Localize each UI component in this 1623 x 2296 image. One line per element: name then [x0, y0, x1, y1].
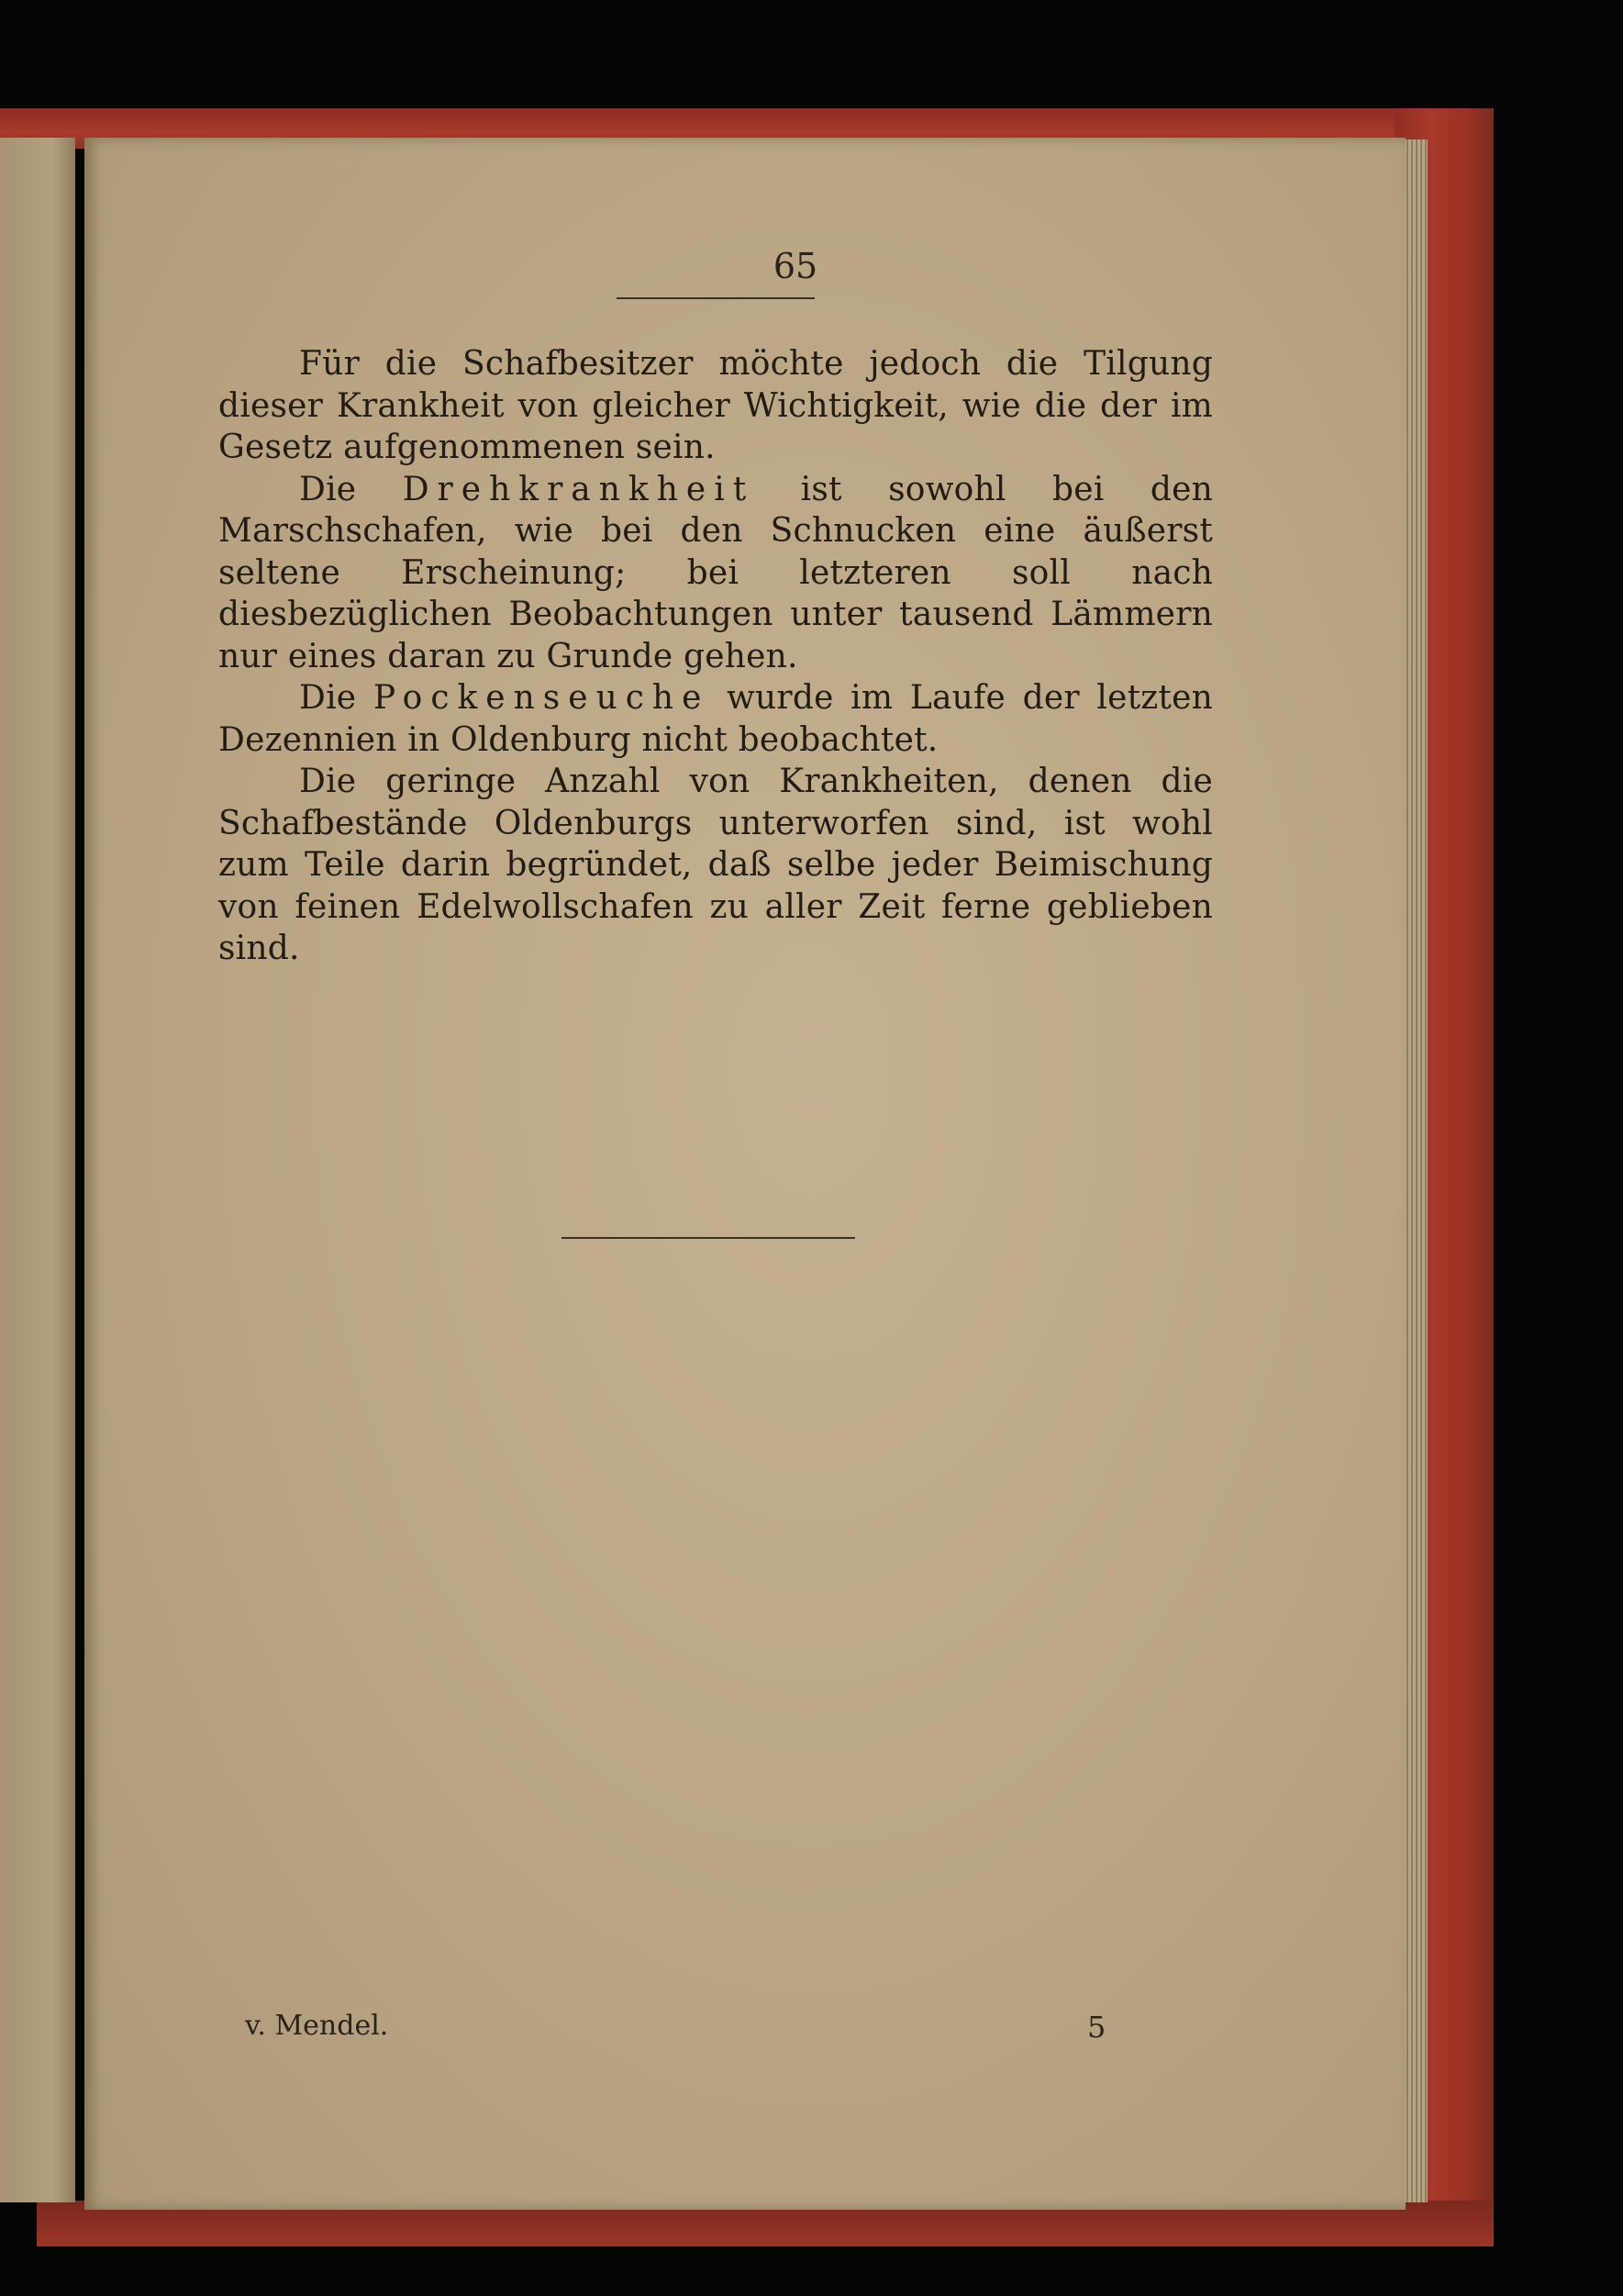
header-rule	[617, 297, 815, 299]
paragraph-1	[218, 343, 1213, 469]
paragraph-2-lead: Die	[299, 470, 403, 508]
footer-signature-mark: 5	[1087, 2010, 1106, 2045]
paragraph-1-text: Für die Schafbesitzer möchte jedoch die Tilgung dieser Krankheit von gleicher Wichtigkeit, wie die der im Gesetz aufgenommenen sein.	[218, 345, 1213, 466]
page-number: 65	[773, 246, 818, 286]
paragraph-3-lead: Die	[299, 679, 373, 717]
section-end-rule	[561, 1237, 855, 1239]
left-page-edge	[0, 138, 75, 2202]
paragraph-3	[218, 677, 1213, 761]
body-text	[218, 343, 1213, 970]
paragraph-2	[218, 469, 1213, 678]
paragraph-2-text: ist sowohl bei den Marschschafen, wie bei den Schnucken eine äußerst seltene Erscheinung; bei letzteren soll nach diesbezüglichen Beobachtungen unter tausend Lämmern nur eines daran zu Grunde gehen.	[218, 470, 1213, 675]
paragraph-4	[218, 761, 1213, 970]
paragraph-3-emphasis: Pockenseuche	[372, 679, 710, 717]
footer-signature: v. Mendel.	[245, 2010, 389, 2042]
book-page	[84, 138, 1406, 2210]
page-stack-edge	[1404, 139, 1428, 2202]
paragraph-3-text: wurde im Laufe der letzten Dezennien in Oldenburg nicht beobachtet.	[218, 679, 1213, 759]
paragraph-2-emphasis: Drehkrankheit	[402, 470, 755, 508]
paragraph-4-text: Die geringe Anzahl von Krankheiten, denen die Schafbestände Oldenburgs unterworfen sind, ist wohl zum Teile darin begründet, daß selbe jeder Beimischung von feinen Edelwollschafen zu aller Zeit ferne geblieben sind.	[218, 763, 1213, 967]
